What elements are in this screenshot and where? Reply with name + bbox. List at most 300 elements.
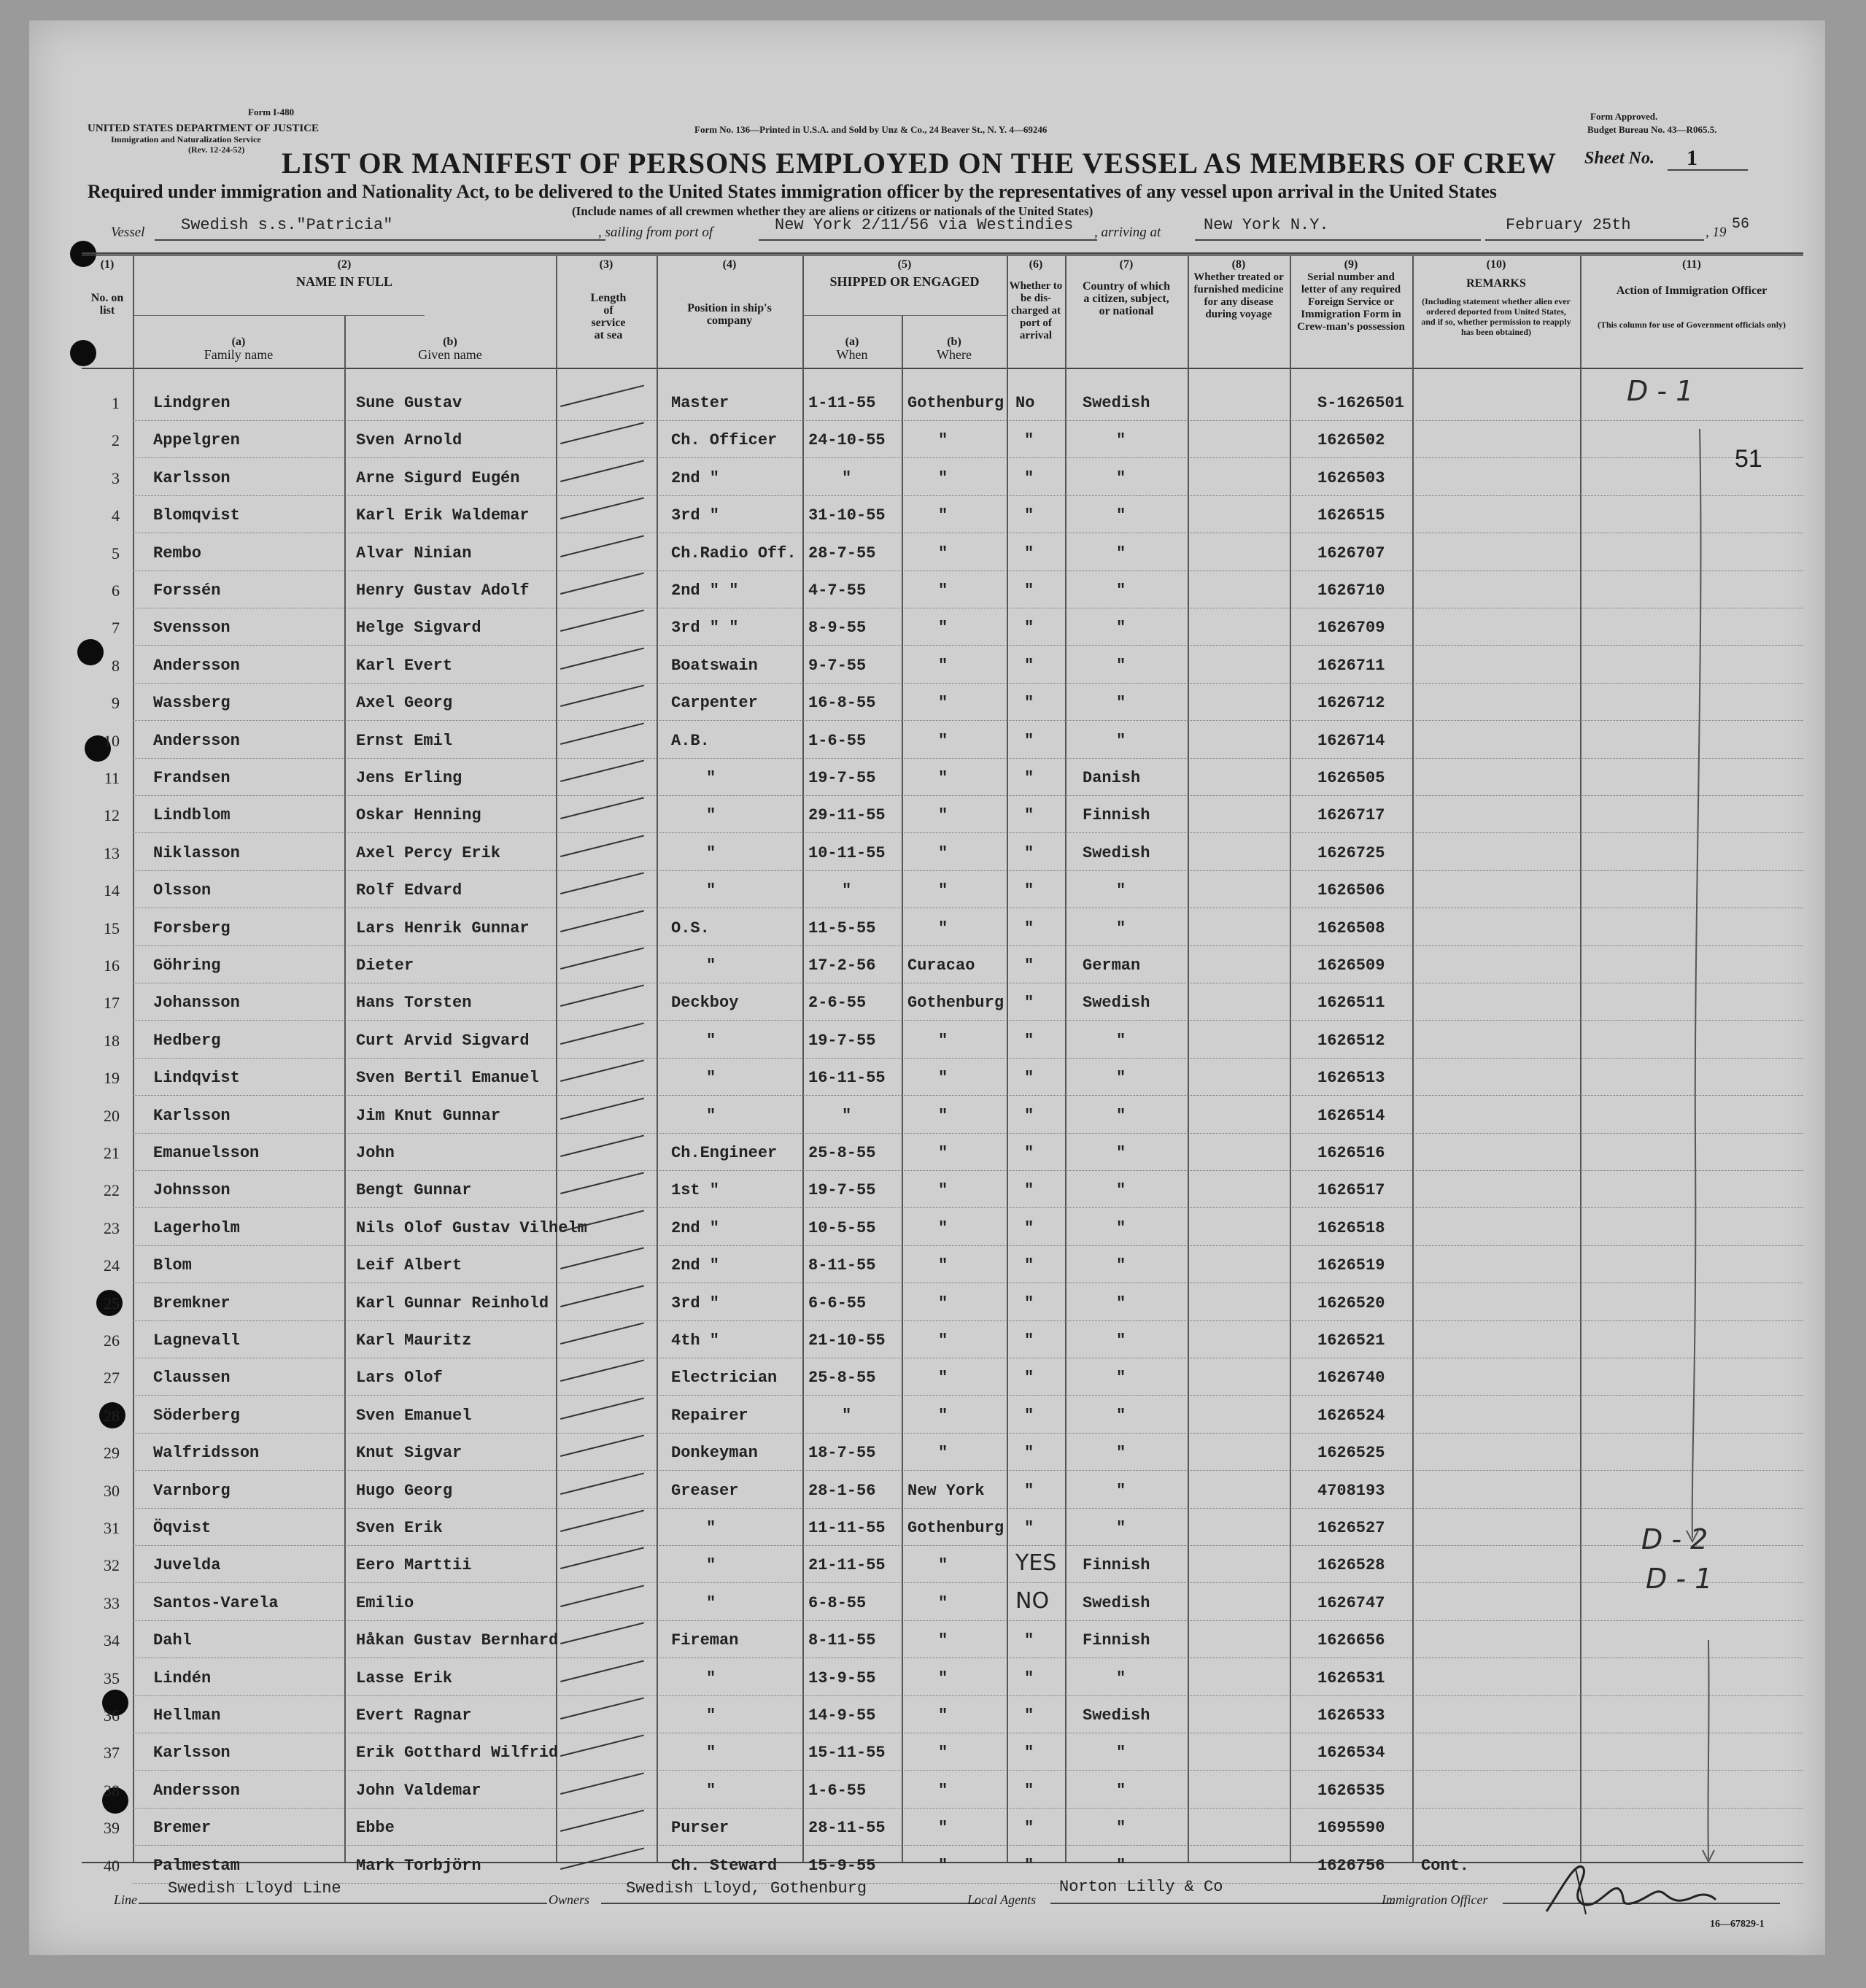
family-name-cell: Andersson [153,657,240,675]
country-cell: " [1116,619,1126,637]
family-name-cell: Karlsson [153,1107,231,1125]
table-row [29,1134,1825,1171]
discharged-cell: " [1024,994,1034,1012]
engaged-when-cell: 19-7-55 [808,1032,876,1050]
discharged-cell: " [1024,1444,1034,1462]
engaged-when-cell: 29-11-55 [808,806,886,824]
position-cell: Repairer [671,1407,748,1425]
family-name-cell: Varnborg [153,1482,231,1500]
col-discharged: Whether to be dis-charged at port of arrival [1009,280,1063,341]
length-of-service-mark [560,1809,644,1831]
discharged-cell: " [1024,544,1034,562]
serial-number-cell: S-1626501 [1317,394,1404,412]
engaged-where-cell: " [938,1706,948,1725]
position-cell: Deckboy [671,994,739,1012]
col-where-b: (b) [947,336,961,348]
discharged-cell: " [1024,1782,1034,1800]
engaged-when-cell: 15-9-55 [808,1857,876,1875]
serial-number-cell: 1626525 [1317,1444,1385,1462]
given-name-cell: Håkan Gustav Bernhard [356,1631,559,1649]
family-name-cell: Johansson [153,994,240,1012]
engaged-when-cell: 17-2-56 [808,956,876,975]
table-row [29,909,1825,946]
given-name-cell: Helge Sigvard [356,619,481,637]
col-5-number: (5) [897,258,912,271]
position-cell: " [706,956,716,975]
family-name-cell: Olsson [153,881,212,900]
length-of-service-mark [560,572,644,594]
col-no-on-list: No. on list [90,292,124,317]
position-cell: 2nd " [671,469,720,487]
officer-mark-d1-second: D - 1 [1646,1563,1713,1595]
serial-number-cell: 1626515 [1317,506,1385,525]
serial-number-cell: 1626513 [1317,1069,1385,1087]
engaged-where-cell: " [938,1331,948,1350]
given-name-cell: Arne Sigurd Eugén [356,469,520,487]
family-name-cell: Lindblom [153,806,231,824]
serial-number-cell: 1626505 [1317,769,1385,787]
col-action-note: (This column for use of Government officials only) [1597,320,1786,330]
engaged-where-cell: " [938,1857,948,1875]
engaged-when-cell: 21-10-55 [808,1331,886,1350]
given-name-cell: Ebbe [356,1819,395,1837]
remarks-cell: Cont. [1421,1857,1470,1875]
country-cell: " [1116,881,1126,900]
arriving-label: , arriving at [1094,225,1161,240]
country-cell: " [1116,1144,1126,1162]
length-of-service-mark [560,910,644,932]
engaged-when-cell: 1-11-55 [808,394,876,412]
family-name-cell: Emanuelsson [153,1144,260,1162]
engaged-where-cell: " [938,1107,948,1125]
line-name: Swedish Lloyd Line [168,1879,341,1898]
given-name-cell: Sven Erik [356,1519,443,1537]
engaged-where-cell: " [938,694,948,712]
serial-number-cell: 1626707 [1317,544,1385,562]
col-8-number: (8) [1231,258,1246,271]
serial-number-cell: 1626710 [1317,581,1385,600]
country-cell: " [1116,1482,1126,1500]
sheet-label: Sheet No. [1584,149,1654,168]
officer-mark-d2: D - 2 [1641,1523,1708,1555]
given-name-cell: Sven Emanuel [356,1407,472,1425]
row-number: 25 [104,1294,120,1312]
serial-number-cell: 1626521 [1317,1331,1385,1350]
length-of-service-mark [560,609,644,631]
table-row [29,1621,1825,1658]
discharged-cell: " [1024,1032,1034,1050]
row-number: 36 [104,1706,120,1725]
position-cell: " [706,1556,716,1574]
discharged-cell: " [1024,1631,1034,1649]
discharged-cell: " [1024,1519,1034,1537]
length-of-service-mark [560,1622,644,1644]
given-name-cell: Hans Torsten [356,994,472,1012]
given-name-cell: Karl Gunnar Reinhold [356,1294,549,1312]
country-cell: Swedish [1083,394,1150,412]
page-title: LIST OR MANIFEST OF PERSONS EMPLOYED ON THE VESSEL AS MEMBERS OF CREW [282,147,1557,179]
printer-line: Form No. 136—Printed in U.S.A. and Sold by Unz & Co., 24 Beaver St., N. Y. 4—69246 [694,124,1048,135]
col-7-number: (7) [1119,258,1134,271]
engaged-when-cell: 8-11-55 [808,1631,876,1649]
position-cell: 2nd " [671,1256,720,1275]
engaged-where-cell: " [938,1219,948,1237]
discharged-cell: " [1024,694,1034,712]
discharged-cell: " [1024,1219,1034,1237]
discharged-cell: " [1024,1369,1034,1387]
engaged-when-cell: 11-5-55 [808,919,876,937]
row-number: 11 [104,769,120,787]
given-name-cell: Axel Georg [356,694,453,712]
family-name-cell: Bremer [153,1819,212,1837]
country-cell: " [1116,1444,1126,1462]
table-row [29,1321,1825,1358]
discharged-cell: " [1024,1107,1034,1125]
engaged-where-cell: New York [907,1482,985,1500]
position-cell: " [706,844,716,862]
engaged-when-cell: 6-8-55 [808,1594,867,1612]
length-of-service-mark [560,684,644,706]
table-row [29,983,1825,1021]
table-row [29,1696,1825,1733]
form-number: Form I-480 [248,107,295,117]
country-cell: " [1116,431,1126,449]
serial-number-cell: 1626512 [1317,1032,1385,1050]
form-revision: (Rev. 12-24-52) [188,144,245,155]
length-of-service-mark [560,497,644,519]
serial-number-cell: 1626756 [1317,1857,1385,1875]
family-name-cell: Karlsson [153,1744,231,1762]
col-2-number: (2) [337,258,352,271]
row-number: 14 [104,881,120,900]
engaged-where-cell: Gothenburg [907,1519,1004,1537]
engaged-where-cell: " [938,1744,948,1762]
discharged-cell: " [1024,1256,1034,1275]
country-cell: Swedish [1083,1594,1150,1612]
row-number: 31 [104,1519,120,1537]
serial-number-cell: 1626528 [1317,1556,1385,1574]
family-name-cell: Söderberg [153,1407,240,1425]
col-remarks-note: (Including statement whether alien ever ordered deported from United States, and if so, whether permission to reapply has been obtained) [1421,296,1571,337]
arrival-date: February 25th [1506,216,1631,234]
engaged-when-cell: 6-6-55 [808,1294,867,1312]
table-row [29,759,1825,796]
length-of-service-mark [560,722,644,744]
family-name-cell: Lindén [153,1669,212,1687]
table-row [29,722,1825,759]
row-number: 23 [104,1219,120,1237]
table-row [29,1546,1825,1583]
country-cell: " [1116,1219,1126,1237]
line-label: Line [114,1892,138,1907]
officer-signature [1532,1853,1722,1919]
engaged-where-cell: " [938,1819,948,1837]
serial-number-cell: 1626524 [1317,1407,1385,1425]
row-rule [133,1395,1803,1396]
table-row [29,1246,1825,1283]
family-name-cell: Göhring [153,956,221,975]
length-of-service-mark [560,1022,644,1044]
given-name-cell: Karl Erik Waldemar [356,506,530,525]
serial-number-cell: 1626514 [1317,1107,1385,1125]
table-row [29,459,1825,496]
family-name-cell: Forsberg [153,919,231,937]
engaged-when-cell: " [842,1107,852,1125]
row-number: 8 [112,657,120,675]
length-of-service-mark [560,984,644,1006]
vessel-label: Vessel [111,225,145,240]
engaged-when-cell: 24-10-55 [808,431,886,449]
position-cell: " [706,1519,716,1537]
discharged-cell: " [1024,1294,1034,1312]
col-given-name: Given name [418,347,482,362]
serial-number-cell: 1626506 [1317,881,1385,900]
sailing-label: , sailing from port of [598,225,713,240]
table-row [29,1733,1825,1771]
family-name-cell: Appelgren [153,431,240,449]
discharged-cell: " [1024,1069,1034,1087]
length-of-service-mark [560,1772,644,1794]
row-number: 28 [104,1407,120,1425]
table-row [29,1209,1825,1246]
table-row [29,946,1825,983]
family-name-cell: Niklasson [153,844,240,862]
given-name-cell: Sven Arnold [356,431,462,449]
position-cell: Ch.Engineer [671,1144,778,1162]
service-name: Immigration and Naturalization Service [111,134,261,144]
engaged-when-cell: 18-7-55 [808,1444,876,1462]
discharged-cell: " [1024,1669,1034,1687]
discharged-cell: " [1024,1144,1034,1162]
position-cell: 4th " [671,1331,720,1350]
col-shipped-engaged: SHIPPED OR ENGAGED [829,274,980,289]
country-cell: " [1116,1107,1126,1125]
col-11-number: (11) [1682,258,1701,271]
manifest-sheet [29,20,1825,1955]
row-number: 29 [104,1444,120,1462]
engaged-where-cell: " [938,657,948,675]
table-row [29,646,1825,684]
engaged-where-cell: " [938,1631,948,1649]
position-cell: 1st " [671,1181,720,1199]
position-cell: A.B. [671,732,710,750]
arriving-at: New York N.Y. [1204,216,1329,234]
owners-name: Swedish Lloyd, Gothenburg [626,1879,867,1898]
given-name-cell: Bengt Gunnar [356,1181,472,1199]
given-name-cell: Ernst Emil [356,732,453,750]
discharged-cell: NO [1015,1588,1050,1614]
country-cell: Swedish [1083,994,1150,1012]
row-number: 24 [104,1256,120,1275]
given-name-cell: Sven Bertil Emanuel [356,1069,539,1087]
country-cell: German [1083,956,1141,975]
col-medicine: Whether treated or furnished medicine for any disease during voyage [1193,271,1284,320]
row-number: 34 [104,1631,120,1649]
table-row [29,1471,1825,1509]
serial-number-cell: 1626520 [1317,1294,1385,1312]
col-3-number: (3) [599,258,613,271]
length-of-service-mark [560,835,644,856]
position-cell: Fireman [671,1631,739,1649]
serial-number-cell: 1626717 [1317,806,1385,824]
engaged-where-cell: " [938,506,948,525]
position-cell: Master [671,394,729,412]
row-number: 38 [104,1782,120,1800]
engaged-where-cell: " [938,1294,948,1312]
engaged-when-cell: 19-7-55 [808,1181,876,1199]
col-6-number: (6) [1029,258,1043,271]
serial-number-cell: 1626747 [1317,1594,1385,1612]
table-row [29,684,1825,721]
row-rule [133,457,1803,458]
row-rule [133,1470,1803,1471]
table-row [29,1771,1825,1809]
engaged-where-cell: " [938,1032,948,1050]
length-of-service-mark [560,1172,644,1194]
serial-number-cell: 1626535 [1317,1782,1385,1800]
country-cell: Swedish [1083,1706,1150,1725]
col-1-number: (1) [100,258,115,271]
engaged-when-cell: 28-7-55 [808,544,876,562]
country-cell: Finnish [1083,806,1150,824]
budget-bureau: Budget Bureau No. 43—R065.5. [1587,124,1717,135]
family-name-cell: Dahl [153,1631,192,1649]
engaged-when-cell: 16-8-55 [808,694,876,712]
serial-number-cell: 1626531 [1317,1669,1385,1687]
position-cell: 3rd " [671,506,720,525]
row-number: 26 [104,1331,120,1350]
engaged-where-cell: Gothenburg [907,994,1004,1012]
discharged-cell: " [1024,732,1034,750]
country-cell: " [1116,1744,1126,1762]
discharged-cell: " [1024,1744,1034,1762]
given-name-cell: Lars Henrik Gunnar [356,919,530,937]
officer-mark-d1: D - 1 [1627,375,1694,407]
given-name-cell: Emilio [356,1594,414,1612]
row-rule [133,1582,1803,1583]
position-cell: " [706,1669,716,1687]
table-row [29,608,1825,646]
position-cell: Donkeyman [671,1444,758,1462]
country-cell: " [1116,469,1126,487]
position-cell: " [706,1107,716,1125]
given-name-cell: Eero Marttii [356,1556,472,1574]
given-name-cell: Karl Evert [356,657,453,675]
country-cell: " [1116,1369,1126,1387]
length-of-service-mark [560,872,644,894]
family-name-cell: Blomqvist [153,506,240,525]
row-number: 18 [104,1032,120,1050]
discharged-cell: " [1024,1407,1034,1425]
col-action: Action of Immigration Officer [1616,285,1768,297]
engaged-where-cell: " [938,469,948,487]
col-given-b: (b) [443,336,457,348]
row-number: 33 [104,1594,120,1612]
engaged-where-cell: " [938,1669,948,1687]
engaged-where-cell: " [938,1444,948,1462]
position-cell: 2nd " " [671,581,739,600]
length-of-service-mark [560,1285,644,1307]
family-name-cell: Lindgren [153,394,231,412]
engaged-when-cell: 15-11-55 [808,1744,886,1762]
col-when: When [836,347,868,362]
position-cell: Boatswain [671,657,758,675]
serial-number-cell: 1626509 [1317,956,1385,975]
length-of-service-mark [560,1472,644,1494]
serial-number-cell: 1626519 [1317,1256,1385,1275]
table-row [29,571,1825,608]
row-number: 10 [104,732,120,750]
position-cell: 3rd " [671,1294,720,1312]
country-cell: Finnish [1083,1631,1150,1649]
table-row [29,871,1825,908]
engaged-where-cell: " [938,544,948,562]
engaged-where-cell: Curacao [907,956,975,975]
serial-number-cell: 4708193 [1317,1482,1385,1500]
table-row [29,1097,1825,1134]
family-name-cell: Forssén [153,581,221,600]
table-row [29,384,1825,421]
given-name-cell: Sune Gustav [356,394,462,412]
given-name-cell: Jens Erling [356,769,462,787]
country-cell: " [1116,1181,1126,1199]
position-cell: " [706,881,716,900]
position-cell: Ch. Officer [671,431,778,449]
given-name-cell: Mark Torbjörn [356,1857,481,1875]
table-row [29,834,1825,871]
length-of-service-mark [560,1322,644,1344]
discharged-cell: " [1024,1706,1034,1725]
binder-hole [70,340,96,366]
engaged-when-cell: 14-9-55 [808,1706,876,1725]
discharged-cell: " [1024,469,1034,487]
col-family-name: Family name [204,347,274,362]
serial-number-cell: 1626511 [1317,994,1385,1012]
serial-number-cell: 1626714 [1317,732,1385,750]
length-of-service-mark [560,797,644,819]
row-number: 35 [104,1669,120,1687]
country-cell: " [1116,732,1126,750]
table-row [29,1059,1825,1096]
country-cell: " [1116,506,1126,525]
discharged-cell: No [1015,394,1035,412]
given-name-cell: Jim Knut Gunnar [356,1107,501,1125]
engaged-where-cell: " [938,732,948,750]
row-number: 27 [104,1369,120,1387]
given-name-cell: Karl Mauritz [356,1331,472,1350]
country-cell: " [1116,1669,1126,1687]
table-row [29,1284,1825,1321]
position-cell: Ch. Steward [671,1857,778,1875]
family-name-cell: Karlsson [153,469,231,487]
sheet-number: 1 [1687,146,1697,170]
given-name-cell: Knut Sigvar [356,1444,462,1462]
required-statement: Required under immigration and Nationality Act, to be delivered to the United States immigration officer by the representatives of any vessel upon arrival in the United States [88,181,1497,202]
agents-label: Local Agents [967,1892,1037,1907]
length-of-service-mark [560,1547,644,1569]
col-family-a: (a) [231,336,246,348]
engaged-where-cell: " [938,844,948,862]
table-row [29,796,1825,833]
given-name-cell: Lasse Erik [356,1669,453,1687]
engaged-where-cell: " [938,619,948,637]
country-cell: " [1116,1069,1126,1087]
country-cell: " [1116,1256,1126,1275]
length-of-service-mark [560,1734,644,1756]
discharged-cell: " [1024,657,1034,675]
engaged-where-cell: " [938,1594,948,1612]
given-name-cell: Nils Olof Gustav Vilhelm [356,1219,587,1237]
